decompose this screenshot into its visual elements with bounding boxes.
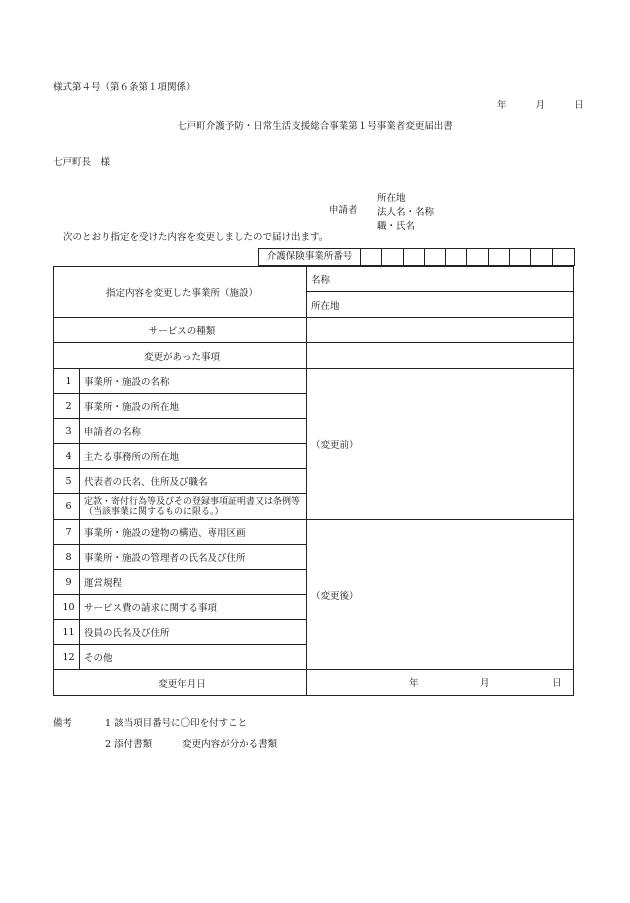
service-type-field[interactable]	[307, 318, 574, 343]
item-text: 定款・寄付行為等及びその登録事項証明書又は条例等（当該事業に関するものに限る。）	[80, 494, 307, 520]
item-number[interactable]: 8	[54, 545, 80, 570]
after-change-label: （変更後）	[311, 590, 359, 602]
item-text: 運営規程	[80, 570, 307, 595]
month-label: 月	[535, 100, 546, 111]
item-text: 事業所・施設の所在地	[80, 394, 307, 419]
before-change-label: （変更前）	[311, 440, 359, 451]
insurance-digit-box[interactable]	[404, 249, 425, 265]
item-text: サービス費の請求に関する事項	[80, 595, 307, 620]
facility-name-field[interactable]	[307, 267, 574, 292]
insurance-digit-box[interactable]	[382, 249, 403, 265]
intro-text: 次のとおり指定を受けた内容を変更しましたので届け出ます。	[63, 232, 329, 243]
insurance-digit-box[interactable]	[531, 249, 552, 265]
day-label: 日	[574, 100, 584, 111]
insurance-number-row	[258, 248, 575, 266]
change-day-label: 日	[552, 677, 562, 689]
item-text: 役員の氏名及び住所	[80, 620, 307, 645]
insurance-digit-box[interactable]	[467, 249, 488, 265]
change-month-label: 月	[480, 677, 490, 689]
item-number[interactable]: 11	[54, 620, 80, 645]
item-text: その他	[80, 645, 307, 670]
applicant-label: 申請者	[329, 205, 358, 216]
item-text: 申請者の名称	[80, 419, 307, 444]
applicant-corp-name-label: 法人名・名称	[377, 207, 435, 218]
change-date-label: 変更年月日	[54, 670, 307, 696]
applicant-fields	[377, 192, 434, 234]
year-label: 年	[497, 100, 507, 111]
changed-items-label: 変更があった事項	[54, 343, 307, 369]
item-text: 事業所・施設の建物の構造、専用区画	[80, 520, 307, 545]
insurance-number-label: 介護保険事業所番号	[259, 249, 361, 265]
service-type-label: サービスの種類	[54, 318, 307, 343]
item-number[interactable]: 12	[54, 645, 80, 670]
item-number[interactable]: 7	[54, 520, 80, 545]
item-text: 事業所・施設の管理者の氏名及び住所	[80, 545, 307, 570]
remark-note-2-text: 変更内容が分かる書類	[182, 739, 278, 750]
changed-items-field[interactable]	[307, 343, 574, 369]
change-date-field[interactable]	[307, 670, 574, 696]
item-text: 事業所・施設の名称	[80, 369, 307, 394]
submission-date	[497, 101, 584, 111]
document-title: 七戸町介護予防・日常生活支援総合事業第１号事業者変更届出書	[177, 121, 453, 132]
change-notification-table	[53, 266, 574, 696]
item-number[interactable]: 1	[54, 369, 80, 394]
item-text: 主たる事務所の所在地	[80, 444, 307, 469]
insurance-digit-box[interactable]	[425, 249, 446, 265]
applicant-address-label: 所在地	[377, 193, 406, 204]
insurance-digit-box[interactable]	[553, 249, 574, 265]
item-text: 代表者の氏名、住所及び職名	[80, 469, 307, 494]
remark-note-2-label: 2 添付書類	[105, 739, 153, 750]
item-number[interactable]: 2	[54, 394, 80, 419]
facility-name-label: 名称	[311, 275, 331, 286]
addressee: 七戸町長 様	[53, 157, 111, 168]
form-number: 様式第４号（第６条第１項関係）	[53, 82, 196, 93]
remarks-label: 備考	[53, 718, 73, 729]
insurance-digit-box[interactable]	[446, 249, 467, 265]
insurance-digit-box[interactable]	[510, 249, 531, 265]
remark-note-1: 1 該当項目番号に〇印を付すこと	[105, 718, 248, 729]
item-number[interactable]: 5	[54, 469, 80, 494]
remark-note-2	[105, 740, 277, 750]
insurance-digit-box[interactable]	[361, 249, 382, 265]
applicant-title-name-label: 職・氏名	[377, 221, 416, 232]
item-number[interactable]: 9	[54, 570, 80, 595]
before-change-field[interactable]	[307, 369, 574, 520]
insurance-digit-box[interactable]	[489, 249, 510, 265]
change-year-label: 年	[409, 677, 419, 689]
after-change-field[interactable]	[307, 520, 574, 670]
facility-address-label: 所在地	[311, 300, 340, 312]
facility-address-field[interactable]	[307, 292, 574, 318]
item-number[interactable]: 10	[54, 595, 80, 620]
item-number[interactable]: 4	[54, 444, 80, 469]
item-number[interactable]: 3	[54, 419, 80, 444]
item-number[interactable]: 6	[54, 494, 80, 520]
facility-label: 指定内容を変更した事業所（施設）	[54, 267, 307, 318]
